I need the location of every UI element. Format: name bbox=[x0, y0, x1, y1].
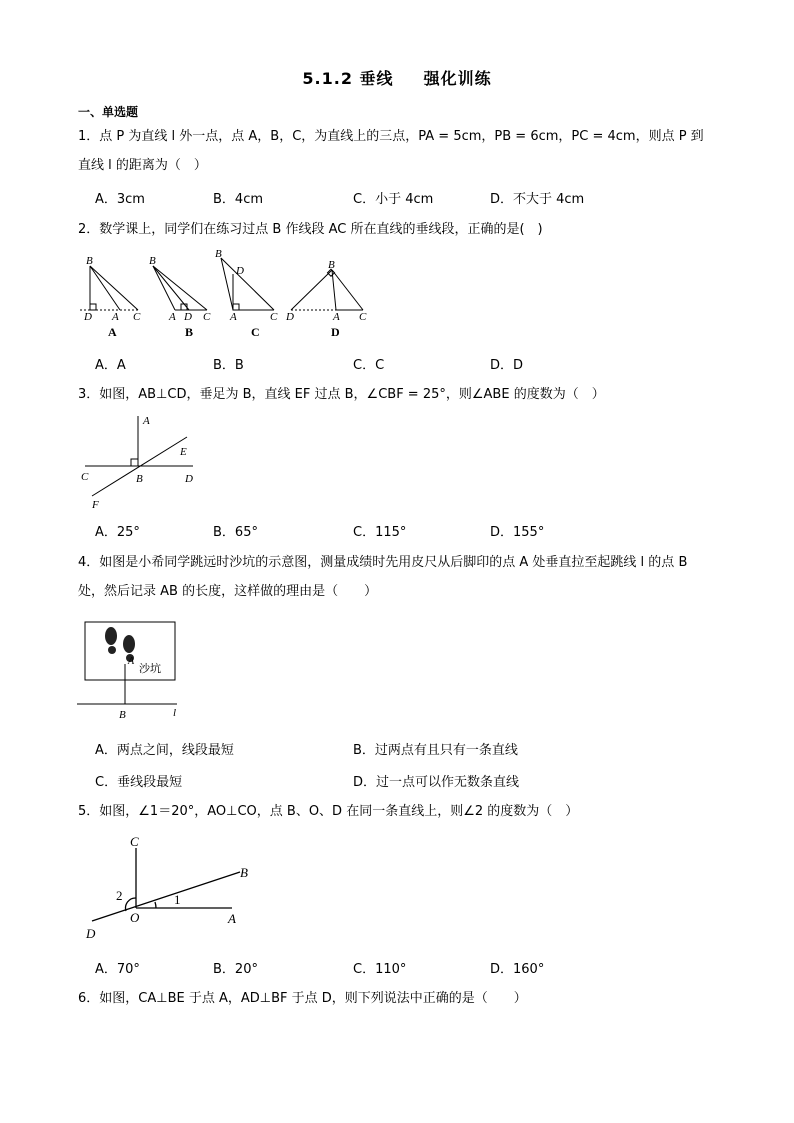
q2-option-c[interactable]: C．C bbox=[353, 358, 385, 373]
q6-text: 6．如图，CA⊥BE 于点 A，AD⊥BF 于点 D，则下列说法中正确的是（ ） bbox=[78, 991, 527, 1006]
q1-option-b[interactable]: B．4cm bbox=[213, 192, 264, 207]
q5-point-o: O bbox=[130, 910, 140, 925]
q4-sand-label: 沙坑 bbox=[139, 662, 161, 675]
q5-option-d[interactable]: D．160° bbox=[490, 962, 545, 977]
q2-option-a[interactable]: A．A bbox=[95, 358, 126, 373]
q5-point-b: B bbox=[240, 865, 248, 880]
q5-angle-2: 2 bbox=[116, 888, 123, 903]
q2-fig-label-b: B bbox=[185, 325, 194, 339]
q3-point-a: A bbox=[143, 415, 150, 427]
q3-point-c: C bbox=[81, 471, 89, 483]
q4-figure bbox=[75, 620, 195, 725]
q2-option-b[interactable]: B．B bbox=[213, 358, 244, 373]
q2-fig-label-d: D bbox=[331, 325, 340, 339]
q4-line-l: l bbox=[173, 707, 177, 719]
q4-option-a[interactable]: A．两点之间，线段最短 bbox=[95, 743, 234, 758]
q2-b-point-b: B bbox=[149, 255, 156, 267]
q3-option-b[interactable]: B．65° bbox=[213, 525, 258, 540]
q4-line1: 4．如图是小希同学跳远时沙坑的示意图，测量成绩时先用皮尺从后脚印的点 A 处垂直拉至起跳线 l 的点 B bbox=[78, 555, 688, 570]
q2-d-point-b: B bbox=[328, 259, 335, 271]
q3-option-c[interactable]: C．115° bbox=[353, 525, 407, 540]
q1-line2: 直线 l 的距离为（ ） bbox=[78, 158, 207, 173]
q5-option-c[interactable]: C．110° bbox=[353, 962, 407, 977]
q5-point-a: A bbox=[228, 911, 236, 926]
q1-option-d[interactable]: D．不大于 4cm bbox=[490, 192, 585, 207]
q5-point-d: D bbox=[86, 926, 96, 941]
q1-option-c[interactable]: C．小于 4cm bbox=[353, 192, 434, 207]
q3-option-a[interactable]: A．25° bbox=[95, 525, 140, 540]
q1-option-a[interactable]: A．3cm bbox=[95, 192, 145, 207]
q4-point-b: B bbox=[119, 709, 126, 721]
q5-angle-1: 1 bbox=[174, 892, 181, 907]
q4-option-c[interactable]: C．垂线段最短 bbox=[95, 775, 183, 790]
q2-a-point-c: C bbox=[133, 311, 141, 323]
q2-a-point-a: A bbox=[112, 311, 119, 323]
q4-option-b[interactable]: B．过两点有且只有一条直线 bbox=[353, 743, 518, 758]
q2-c-point-a: A bbox=[230, 311, 237, 323]
q2-b-point-a: A bbox=[169, 311, 176, 323]
q3-point-b: B bbox=[136, 473, 143, 485]
q3-option-d[interactable]: D．155° bbox=[490, 525, 545, 540]
q5-figure bbox=[80, 832, 270, 944]
q2-option-d[interactable]: D．D bbox=[490, 358, 524, 373]
q2-b-point-c: C bbox=[203, 311, 211, 323]
q2-text: 2．数学课上，同学们在练习过点 B 作线段 AC 所在直线的垂线段，正确的是( ) bbox=[78, 222, 543, 237]
q2-d-point-c: C bbox=[359, 311, 367, 323]
q2-c-point-b: B bbox=[215, 248, 222, 260]
title-sub: 强化训练 bbox=[423, 69, 492, 88]
q1-line1: 1．点 P 为直线 l 外一点，点 A，B，C，为直线上的三点，PA = 5cm，PB = 6cm，PC = 4cm，则点 P 到 bbox=[78, 129, 704, 144]
q2-fig-label-c: C bbox=[251, 325, 260, 339]
q3-point-f: F bbox=[92, 499, 99, 511]
q5-option-b[interactable]: B．20° bbox=[213, 962, 258, 977]
q5-point-c: C bbox=[130, 834, 139, 849]
q2-a-point-b: B bbox=[86, 255, 93, 267]
q2-d-point-a: A bbox=[333, 311, 340, 323]
title-main: 5.1.2 垂线 bbox=[302, 69, 394, 88]
page-title bbox=[0, 66, 794, 89]
q4-line2: 处，然后记录 AB 的长度，这样做的理由是（ ） bbox=[78, 584, 378, 599]
q2-d-point-d: D bbox=[286, 311, 294, 323]
q2-b-point-d: D bbox=[184, 311, 192, 323]
q2-c-point-d: D bbox=[236, 265, 244, 277]
q5-text: 5．如图，∠1＝20°，AO⊥CO，点 B、O、D 在同一条直线上，则∠2 的度数为（ ） bbox=[78, 804, 579, 819]
q2-c-point-c: C bbox=[270, 311, 278, 323]
q5-option-a[interactable]: A．70° bbox=[95, 962, 140, 977]
q4-option-d[interactable]: D．过一点可以作无数条直线 bbox=[353, 775, 520, 790]
q3-point-d: D bbox=[185, 473, 193, 485]
q3-point-e: E bbox=[180, 446, 187, 458]
q2-figure bbox=[75, 246, 375, 346]
q3-figure bbox=[75, 410, 205, 514]
q2-a-point-d: D bbox=[84, 311, 92, 323]
section-heading: 一、单选题 bbox=[78, 105, 139, 119]
q3-text: 3．如图，AB⊥CD，垂足为 B，直线 EF 过点 B，∠CBF = 25°，则∠ABE 的度数为（ ） bbox=[78, 387, 605, 402]
q2-fig-label-a: A bbox=[108, 325, 117, 339]
q4-point-a: A bbox=[128, 656, 135, 667]
